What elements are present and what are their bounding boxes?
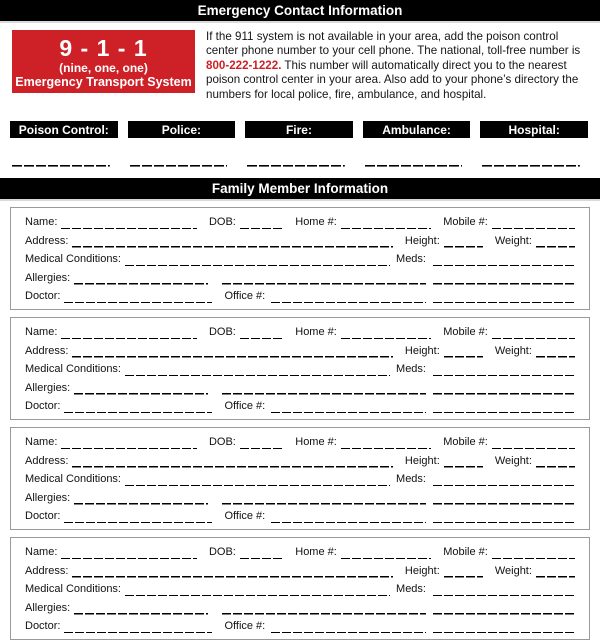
contact-cell-fire — [245, 121, 353, 167]
height-field-line[interactable] — [444, 344, 483, 358]
meds-continuation-line-1[interactable] — [433, 381, 575, 395]
911-info-row — [12, 30, 588, 102]
weight-field-line[interactable] — [536, 234, 575, 248]
family-member-block — [10, 317, 590, 420]
height-field-line[interactable] — [444, 454, 483, 468]
medical-conditions-label: Medical Conditions: — [25, 253, 121, 266]
meds-continuation-line-2[interactable] — [433, 619, 575, 633]
weight-field-line[interactable] — [536, 454, 575, 468]
doctor-field-line[interactable] — [64, 399, 212, 413]
name-label: Name: — [25, 326, 58, 339]
home-phone-field-line[interactable] — [341, 215, 431, 229]
weight-label: Weight: — [494, 454, 532, 467]
poison-control-label-box — [10, 121, 118, 138]
section-title-emergency-contact: Emergency Contact Information — [197, 3, 403, 18]
meds-continuation-line-1[interactable] — [433, 491, 575, 505]
911-system-name: Emergency Transport System — [15, 74, 192, 89]
meds-continuation-line-1[interactable] — [433, 271, 575, 285]
address-field-line[interactable] — [72, 564, 392, 578]
meds-label: Meds: — [396, 363, 426, 376]
height-label: Height: — [404, 564, 440, 577]
allergies-label: Allergies: — [25, 271, 71, 284]
member-row-allergies — [25, 601, 575, 615]
address-label: Address: — [25, 454, 69, 467]
contact-cell-hospital — [480, 121, 588, 167]
doctor-label: Doctor: — [25, 620, 61, 633]
mobile-phone-field-line[interactable] — [492, 215, 575, 229]
section-header-emergency-contact — [0, 0, 600, 23]
medical-conditions-label: Medical Conditions: — [25, 473, 121, 486]
office-phone-label: Office #: — [224, 290, 266, 303]
mobile-phone-field-line[interactable] — [492, 435, 575, 449]
hospital-label-box — [480, 121, 588, 138]
dob-label: DOB: — [208, 436, 236, 449]
ambulance-field-line[interactable] — [365, 165, 463, 167]
family-members-list — [10, 207, 590, 640]
member-row-name — [25, 545, 575, 559]
height-label: Height: — [404, 234, 440, 247]
dob-label: DOB: — [208, 216, 236, 229]
allergies-continuation-line[interactable] — [222, 271, 426, 285]
police-label-box — [128, 121, 236, 138]
meds-continuation-line-2[interactable] — [433, 289, 575, 303]
doctor-field-line[interactable] — [64, 509, 212, 523]
address-label: Address: — [25, 234, 69, 247]
weight-label: Weight: — [494, 564, 532, 577]
allergies-continuation-line[interactable] — [222, 601, 426, 615]
meds-label: Meds: — [396, 253, 426, 266]
home-phone-label: Home #: — [295, 546, 337, 559]
member-row-medical — [25, 472, 575, 486]
police-label: Police: — [161, 122, 202, 137]
home-phone-label: Home #: — [295, 326, 337, 339]
section-title-family-member: Family Member Information — [211, 181, 389, 197]
member-row-doctor — [25, 289, 575, 303]
family-member-block — [10, 207, 590, 310]
member-row-name — [25, 435, 575, 449]
meds-label: Meds: — [396, 583, 426, 596]
medical-conditions-field-line[interactable] — [125, 252, 390, 266]
911-number: 9 - 1 - 1 — [59, 34, 148, 61]
dob-field-line[interactable] — [240, 325, 283, 339]
member-row-allergies — [25, 491, 575, 505]
allergies-label: Allergies: — [25, 381, 71, 394]
contact-cell-police — [128, 121, 236, 167]
medical-conditions-label: Medical Conditions: — [25, 363, 121, 376]
emergency-numbers-row — [10, 121, 588, 167]
home-phone-label: Home #: — [295, 436, 337, 449]
allergies-field-line[interactable] — [74, 271, 208, 285]
office-phone-field-line[interactable] — [271, 619, 426, 633]
911-pronunciation: (nine, one, one) — [59, 60, 148, 75]
fire-label-box — [245, 121, 353, 138]
dob-label: DOB: — [208, 546, 236, 559]
member-row-doctor — [25, 509, 575, 523]
member-row-medical — [25, 582, 575, 596]
office-phone-field-line[interactable] — [271, 509, 426, 523]
member-row-doctor — [25, 399, 575, 413]
height-label: Height: — [404, 454, 440, 467]
address-field-line[interactable] — [72, 344, 392, 358]
meds-continuation-line-1[interactable] — [433, 601, 575, 615]
hospital-label: Hospital: — [508, 122, 560, 137]
instructions-text-after: This number will automatically direct you to the nearest poison control center in your area. Also add to your phone’s directory the numbers for local police, fire, ambulance, and hospital. — [206, 58, 579, 101]
office-phone-label: Office #: — [224, 400, 266, 413]
family-member-block — [10, 537, 590, 640]
doctor-label: Doctor: — [25, 290, 61, 303]
mobile-phone-field-line[interactable] — [492, 325, 575, 339]
name-label: Name: — [25, 546, 58, 559]
ambulance-label-box — [363, 121, 471, 138]
height-label: Height: — [404, 344, 440, 357]
member-row-address — [25, 344, 575, 358]
member-row-medical — [25, 252, 575, 266]
contact-cell-ambulance — [363, 121, 471, 167]
dob-field-line[interactable] — [240, 215, 283, 229]
mobile-phone-label: Mobile #: — [443, 436, 488, 449]
medical-conditions-field-line[interactable] — [125, 582, 390, 596]
mobile-phone-label: Mobile #: — [443, 216, 488, 229]
meds-field-line[interactable] — [433, 472, 575, 486]
doctor-field-line[interactable] — [64, 289, 212, 303]
name-label: Name: — [25, 216, 58, 229]
section-header-family-member — [0, 178, 600, 201]
meds-field-line[interactable] — [433, 582, 575, 596]
home-phone-field-line[interactable] — [341, 325, 431, 339]
weight-label: Weight: — [494, 234, 532, 247]
allergies-field-line[interactable] — [74, 381, 208, 395]
weight-field-line[interactable] — [536, 564, 575, 578]
doctor-label: Doctor: — [25, 510, 61, 523]
poison-control-field-line[interactable] — [12, 165, 110, 167]
member-row-allergies — [25, 271, 575, 285]
doctor-label: Doctor: — [25, 400, 61, 413]
member-row-name — [25, 325, 575, 339]
911-red-banner — [12, 30, 195, 93]
member-row-address — [25, 454, 575, 468]
doctor-field-line[interactable] — [64, 619, 212, 633]
allergies-label: Allergies: — [25, 491, 71, 504]
member-row-doctor — [25, 619, 575, 633]
address-field-line[interactable] — [72, 234, 392, 248]
dob-field-line[interactable] — [240, 435, 283, 449]
family-member-block — [10, 427, 590, 530]
instructions-text-before: If the 911 system is not available in your area, add the poison control center phone number to your cell phone. The national, toll-free number is — [206, 30, 581, 58]
height-field-line[interactable] — [444, 234, 483, 248]
home-phone-label: Home #: — [295, 216, 337, 229]
name-field-line[interactable] — [61, 325, 197, 339]
hospital-field-line[interactable] — [482, 165, 580, 167]
allergies-field-line[interactable] — [74, 601, 208, 615]
mobile-phone-label: Mobile #: — [443, 546, 488, 559]
weight-label: Weight: — [494, 344, 532, 357]
fire-field-line[interactable] — [247, 165, 345, 167]
name-field-line[interactable] — [61, 545, 197, 559]
office-phone-field-line[interactable] — [271, 289, 426, 303]
allergies-continuation-line[interactable] — [222, 381, 426, 395]
contact-cell-poison-control — [10, 121, 118, 167]
dob-label: DOB: — [208, 326, 236, 339]
poison-control-instructions — [206, 30, 588, 102]
medical-conditions-label: Medical Conditions: — [25, 583, 121, 596]
allergies-label: Allergies: — [25, 601, 71, 614]
address-label: Address: — [25, 344, 69, 357]
medical-conditions-field-line[interactable] — [125, 362, 390, 376]
meds-continuation-line-2[interactable] — [433, 399, 575, 413]
member-row-address — [25, 564, 575, 578]
poison-control-label: Poison Control: — [18, 122, 109, 137]
office-phone-field-line[interactable] — [271, 399, 426, 413]
home-phone-field-line[interactable] — [341, 545, 431, 559]
height-field-line[interactable] — [444, 564, 483, 578]
member-row-name — [25, 215, 575, 229]
office-phone-label: Office #: — [224, 620, 266, 633]
mobile-phone-field-line[interactable] — [492, 545, 575, 559]
address-field-line[interactable] — [72, 454, 392, 468]
mobile-phone-label: Mobile #: — [443, 326, 488, 339]
meds-field-line[interactable] — [433, 252, 575, 266]
allergies-field-line[interactable] — [74, 491, 208, 505]
fire-label: Fire: — [285, 122, 312, 137]
allergies-continuation-line[interactable] — [222, 491, 426, 505]
ambulance-label: Ambulance: — [382, 122, 451, 137]
name-label: Name: — [25, 436, 58, 449]
police-field-line[interactable] — [130, 165, 228, 167]
meds-continuation-line-2[interactable] — [433, 509, 575, 523]
office-phone-label: Office #: — [224, 510, 266, 523]
member-row-address — [25, 234, 575, 248]
weight-field-line[interactable] — [536, 344, 575, 358]
dob-field-line[interactable] — [240, 545, 283, 559]
name-field-line[interactable] — [61, 215, 197, 229]
address-label: Address: — [25, 564, 69, 577]
meds-field-line[interactable] — [433, 362, 575, 376]
poison-control-phone-number: 800-222-1222. — [206, 58, 282, 72]
name-field-line[interactable] — [61, 435, 197, 449]
home-phone-field-line[interactable] — [341, 435, 431, 449]
meds-label: Meds: — [396, 473, 426, 486]
member-row-allergies — [25, 381, 575, 395]
member-row-medical — [25, 362, 575, 376]
medical-conditions-field-line[interactable] — [125, 472, 390, 486]
